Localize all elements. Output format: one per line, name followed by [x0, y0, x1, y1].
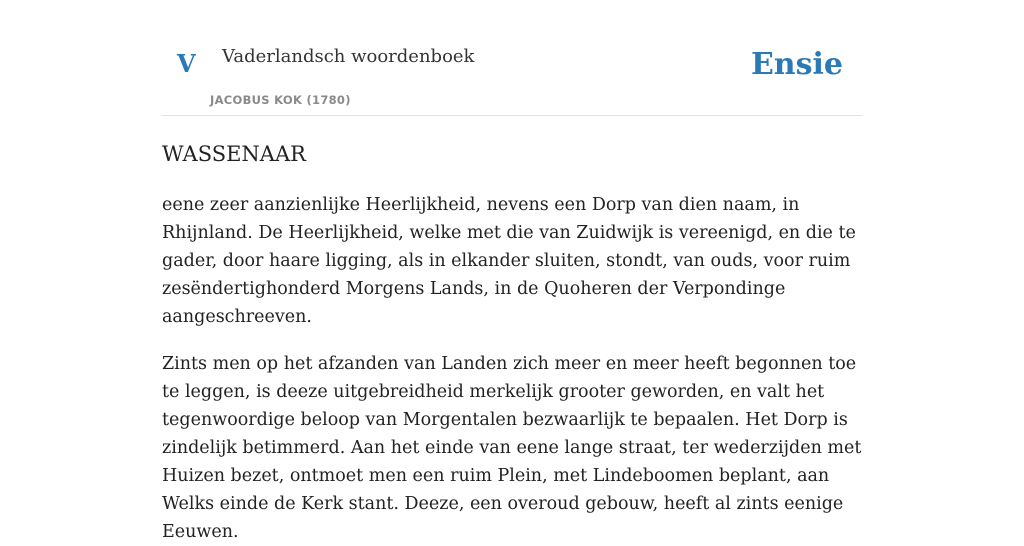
page: [162, 0, 862, 546]
header: [162, 0, 862, 116]
entry-paragraph: eene zeer aanzienlijke Heerlijkheid, nevens een Dorp van dien naam, in Rhijnland. De Heerlijkheid, welke met die van Zuidwijk is vereenigd, en die te gader, door haare ligging, als in elkander sluiten, stondt, van ouds, voor ruim zesëndertighonderd Morgens Lands, in de Quoheren der Verpondinge aangeschreeven.: [162, 195, 856, 328]
letter-index[interactable]: V: [177, 49, 196, 78]
brand-logo[interactable]: Ensie: [750, 47, 843, 82]
dictionary-author: JACOBUS KOK (1780): [210, 93, 351, 107]
entry-body: [162, 191, 862, 546]
dictionary-title[interactable]: Vaderlandsch woordenboek: [222, 46, 475, 67]
entry-paragraph: Zints men op het afzanden van Landen zich meer en meer heeft begonnen toe te leggen, is deeze uitgebreidheid merkelijk grooter geworden, en valt het tegenwoordige beloop van Morgentalen bezwaarlijk te bepaalen. Het Dorp is zindelijk betimmerd. Aan het einde van eene lange straat, ter wederzijden met Huizen bezet, ontmoet men een ruim Plein, met Lindeboomen beplant, aan Welks einde de Kerk stant. Deeze, een overoud gebouw, heeft al zints eenige Eeuwen.: [162, 354, 862, 543]
entry-headword: WASSENAAR: [162, 142, 306, 166]
